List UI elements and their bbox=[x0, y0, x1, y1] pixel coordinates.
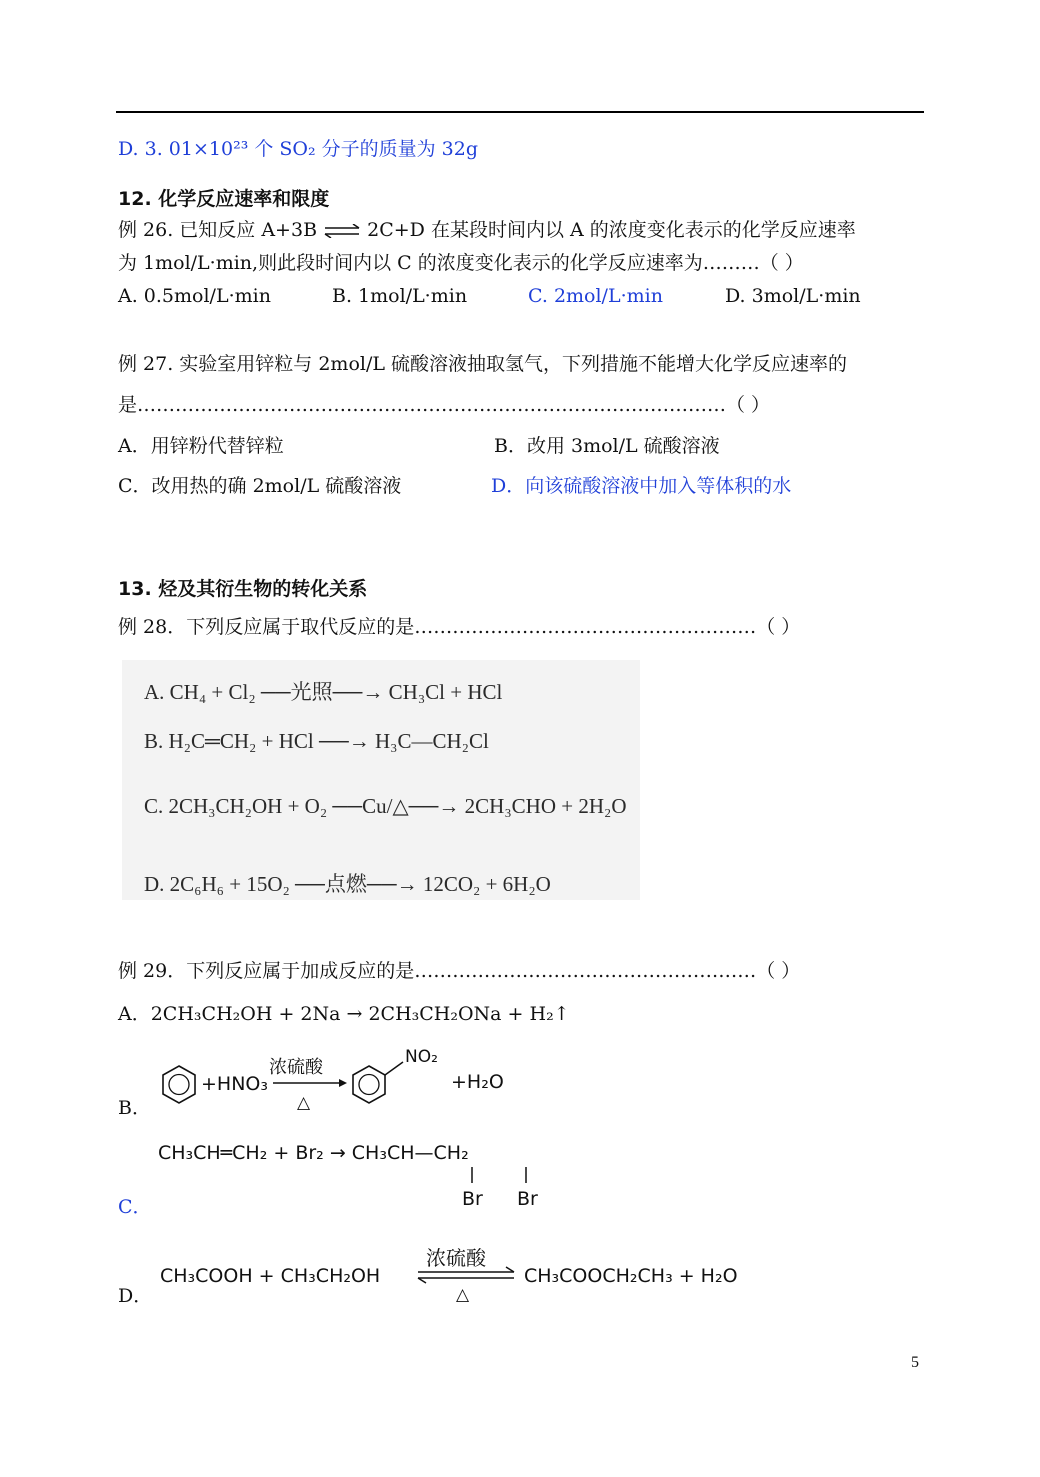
equilibrium-arrow-icon bbox=[323, 224, 361, 238]
ex27-option-c: C．改用热的确 2mol/L 硫酸溶液 bbox=[118, 475, 402, 497]
ex28-option-c: C. 2CH₃CH₂OH + O₂ ──Cu/△──→ 2CH₃CHO + 2H₂O bbox=[144, 794, 627, 818]
ex29-c-br1: Br bbox=[462, 1188, 483, 1210]
ex29-option-d-right: CH₃COOCH₂CH₃ + H₂O bbox=[524, 1265, 738, 1287]
ex26-line2: 为 1mol/L·min,则此段时间内以 C 的浓度变化表示的化学反应速率为………（ ） bbox=[118, 252, 804, 274]
benzene-ring-icon bbox=[163, 1066, 195, 1103]
ex29-b-product: +H₂O bbox=[451, 1071, 504, 1093]
page-number: 5 bbox=[911, 1354, 919, 1371]
ex28-stem: 例 28．下列反应属于取代反应的是………………………………………………（ ） bbox=[118, 616, 801, 638]
ex28-reactions-image bbox=[122, 660, 640, 900]
ex28-option-d: D. 2C₆H₆ + 15O₂ ──点燃──→ 12CO₂ + 6H₂O bbox=[144, 872, 551, 896]
ex29-option-b-equation bbox=[155, 1040, 535, 1120]
ex28-option-a: A. CH₄ + Cl₂ ──光照──→ CH₃Cl + HCl bbox=[144, 680, 503, 704]
ex29-option-c-equation: CH₃CH═CH₂ + Br₂ → CH₃CH—CH₂ bbox=[158, 1142, 469, 1164]
ex29-option-d-left: CH₃COOH + CH₃CH₂OH bbox=[160, 1265, 381, 1287]
ex29-option-d-letter: D． bbox=[118, 1285, 153, 1307]
ex29-d-cond-bottom: △ bbox=[456, 1285, 470, 1305]
benzene-ring-product-icon bbox=[353, 1066, 385, 1103]
ex27-option-d: D．向该硫酸溶液中加入等体积的水 bbox=[491, 475, 792, 497]
ex28-option-b: B. H₂C═CH₂ + HCl ──→ H₃C—CH₂Cl bbox=[144, 729, 489, 753]
ex29-b-cond-top: 浓硫酸 bbox=[269, 1057, 323, 1078]
ex29-b-reagent: +HNO₃ bbox=[201, 1073, 268, 1095]
ex27-option-a: A．用锌粉代替锌粒 bbox=[118, 435, 284, 457]
ex27-option-b: B．改用 3mol/L 硫酸溶液 bbox=[494, 435, 720, 457]
ex29-option-c-substituents bbox=[455, 1165, 565, 1210]
ex26-line1-pre: 例 26. 已知反应 A+3B bbox=[118, 219, 318, 241]
ex29-b-substituent: NO₂ bbox=[405, 1047, 438, 1067]
ex26-line1-post: 2C+D 在某段时间内以 A 的浓度变化表示的化学反应速率 bbox=[367, 219, 856, 241]
ex29-option-b-letter: B． bbox=[118, 1097, 151, 1119]
section-12-title: 12. 化学反应速率和限度 bbox=[118, 188, 330, 210]
ex29-option-a: A．2CH₃CH₂OH + 2Na → 2CH₃CH₂ONa + H₂↑ bbox=[118, 1003, 570, 1025]
prev-option-d: D. 3. 01×10²³ 个 SO₂ 分子的质量为 32g bbox=[118, 138, 479, 160]
ex26-option-c: C. 2mol/L·min bbox=[528, 285, 663, 307]
ex29-option-d-arrow bbox=[412, 1238, 522, 1308]
ex29-stem: 例 29．下列反应属于加成反应的是………………………………………………（ ） bbox=[118, 960, 801, 982]
ex26-option-b: B. 1mol/L·min bbox=[332, 285, 468, 307]
ex26-option-a: A. 0.5mol/L·min bbox=[118, 285, 271, 307]
ex26-option-d: D. 3mol/L·min bbox=[725, 285, 861, 307]
ex29-d-cond-top: 浓硫酸 bbox=[426, 1246, 486, 1270]
header-rule bbox=[116, 111, 924, 113]
ex27-line1: 例 27. 实验室用锌粒与 2mol/L 硫酸溶液抽取氢气，下列措施不能增大化学反应速率的 bbox=[118, 353, 848, 375]
ex29-c-br2: Br bbox=[517, 1188, 538, 1210]
ex26-line1 bbox=[118, 218, 856, 242]
ex29-option-c-letter: C． bbox=[118, 1196, 152, 1218]
section-13-title: 13. 烃及其衍生物的转化关系 bbox=[118, 578, 368, 600]
ex29-b-cond-bottom: △ bbox=[297, 1093, 311, 1113]
ex27-line2: 是…………………………………………………………………………………（ ） bbox=[118, 394, 771, 416]
